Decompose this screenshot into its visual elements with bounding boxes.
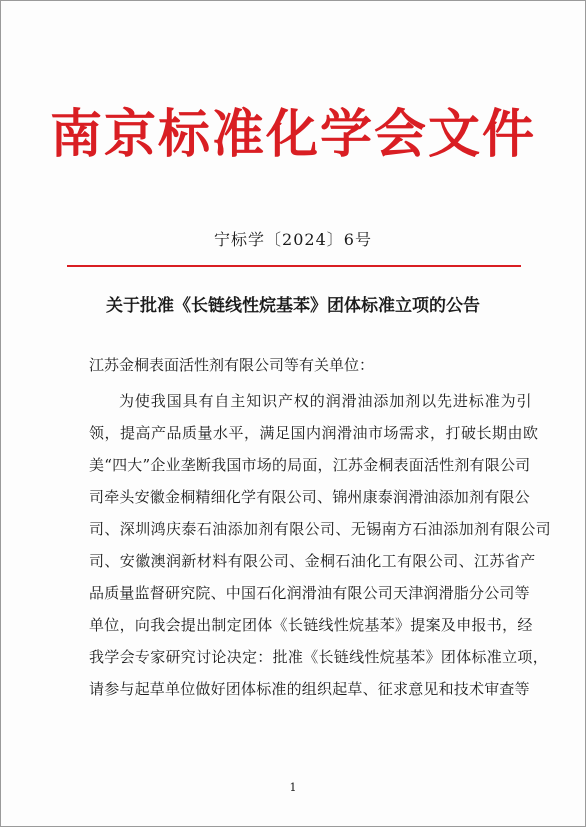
body-line: 领，提高产品质量水平，满足国内润滑油市场需求，打破长期由欧: [89, 424, 539, 442]
body-line: 司牵头安徽金桐精细化学有限公司、锦州康泰润滑油添加剂有限公: [89, 488, 530, 506]
body-line: 我学会专家研究讨论决定：批准《长链线性烷基苯》团体标准立项，: [89, 648, 549, 666]
announcement-title: 关于批准《长链线性烷基苯》团体标准立项的公告: [106, 296, 480, 316]
body-line: 请参与起草单位做好团体标准的组织起草、征求意见和技术审查等: [89, 680, 530, 698]
body-line: 为使我国具有自主知识产权的润滑油添加剂以先进标准为引: [119, 392, 533, 410]
salutation: 江苏金桐表面活性剂有限公司等有关单位：: [89, 356, 375, 374]
document-number: 宁标学〔2024〕6号: [214, 230, 372, 249]
body-line: 美“四大”企业垄断我国市场的局面，江苏金桐表面活性剂有限公司: [89, 456, 531, 474]
masthead-title: 南京标准化学会文件: [49, 104, 536, 165]
body-line: 司、深圳鸿庆泰石油添加剂有限公司、无锡南方石油添加剂有限公司: [89, 520, 552, 538]
body-line: 单位，向我会提出制定团体《长链线性烷基苯》提案及申报书，经: [89, 616, 533, 634]
red-divider: [67, 265, 521, 267]
page-number: 1: [289, 781, 297, 794]
body-line: 品质量监督研究院、中国石化润滑油有限公司天津润滑脂分公司等: [89, 584, 530, 602]
body-line: 司、安徽澳润新材料有限公司、金桐石油化工有限公司、江苏省产: [89, 552, 536, 570]
body-text: [89, 385, 552, 705]
